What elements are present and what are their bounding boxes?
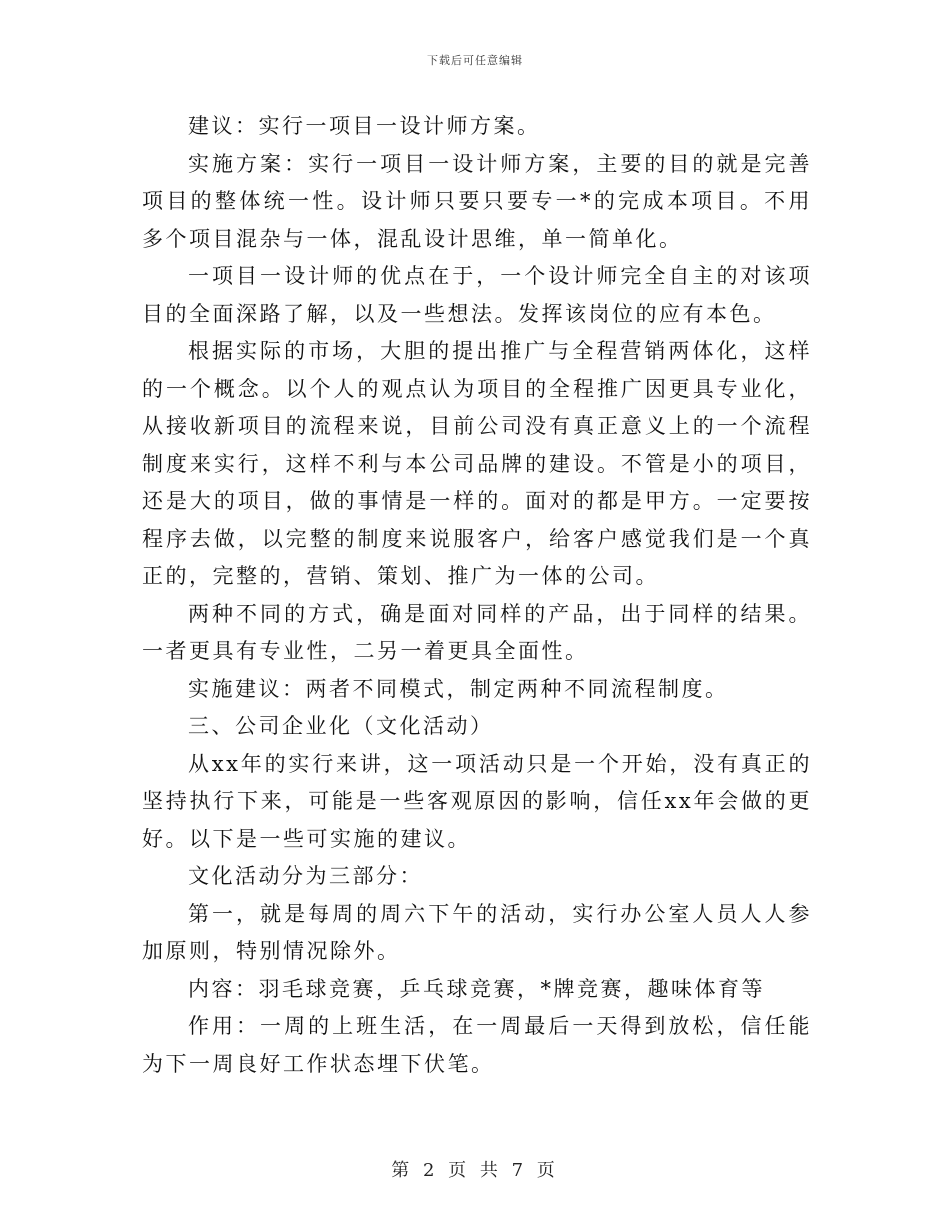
paragraph-first-part: 第一，就是每周的周六下午的活动，实行办公室人员人人参加原则，特别情况除外。 (142, 901, 812, 963)
paragraph-suggestion: 建议：实行一项目一设计师方案。 (188, 114, 541, 138)
paragraph-culture-activities-intro: 从xx年的实行来讲，这一项活动只是一个开始，没有真正的坚持执行下来，可能是一些客观原因的影响，信任xx年会做的更好。以下是一些可实施的建议。 (142, 751, 812, 851)
paragraph-implementation-plan: 实施方案：实行一项目一设计师方案，主要的目的就是完善项目的整体统一性。设计师只要只要专一*的完成本项目。不用多个项目混杂与一体，混乱设计思维，单一简单化。 (142, 151, 812, 251)
paragraph-implementation-suggestion: 实施建议：两者不同模式，制定两种不同流程制度。 (188, 676, 729, 701)
paragraph-effect: 作用：一周的上班生活，在一周最后一天得到放松，信任能为下一周良好工作状态埋下伏笔。 (142, 1014, 812, 1076)
page-number-footer: 第 2 页 共 7 页 (391, 1160, 559, 1181)
paragraph-two-methods: 两种不同的方式，确是面对同样的产品，出于同样的结果。一者更具有专业性，二另一着更具全面性。 (142, 601, 812, 663)
paragraph-content: 内容：羽毛球竞赛，乒乓球竞赛，*牌竞赛，趣味体育等 (188, 976, 765, 1001)
page-header: 下载后可任意编辑 (427, 54, 523, 67)
document-body (142, 108, 812, 1083)
paragraph-market-concept: 根据实际的市场，大胆的提出推广与全程营销两体化，这样的一个概念。以个人的观点认为项目的全程推广因更具专业化，从接收新项目的流程来说，目前公司没有真正意义上的一个流程制度来实行，这样不利与本公司品牌的建设。不管是小的项目，还是大的项目，做的事情是一样的。面对的都是甲方。一定要按程序去做，以完整的制度来说服客户，给客户感觉我们是一个真正的，完整的，营销、策划、推广为一体的公司。 (142, 339, 812, 588)
paragraph-advantages: 一项目一设计师的优点在于，一个设计师完全自主的对该项目的全面深路了解，以及一些想法。发挥该岗位的应有本色。 (142, 264, 812, 326)
paragraph-three-parts: 文化活动分为三部分： (188, 864, 423, 888)
section-heading-corporate-culture: 三、公司企业化（文化活动） (188, 714, 494, 738)
